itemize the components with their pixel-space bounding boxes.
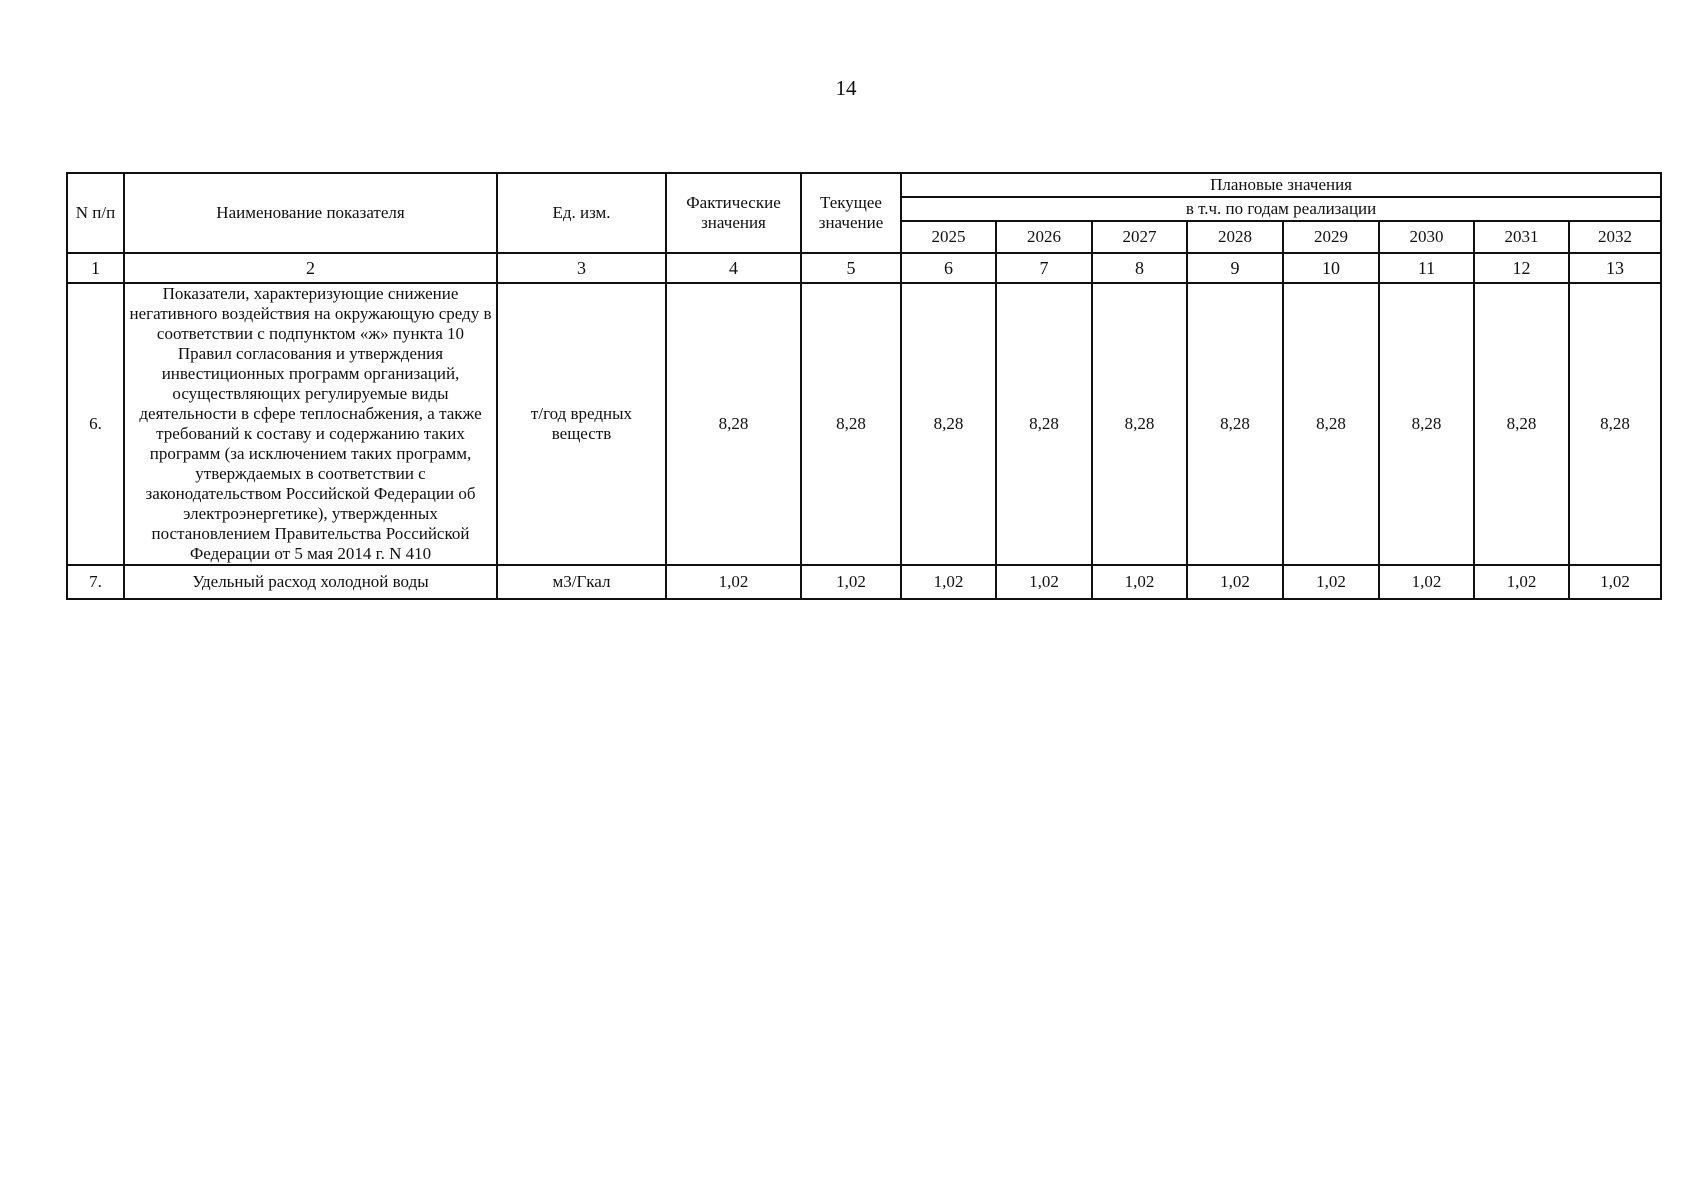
header-year: 2027: [1092, 221, 1187, 253]
row-year-value: 8,28: [1092, 283, 1187, 565]
page-number: 14: [835, 76, 857, 100]
header-actual: Фактические значения: [666, 173, 801, 253]
header-year: 2030: [1379, 221, 1474, 253]
header-plan: Плановые значения: [901, 173, 1661, 197]
row-year-value: 8,28: [996, 283, 1092, 565]
header-year: 2028: [1187, 221, 1283, 253]
header-year: 2026: [996, 221, 1092, 253]
column-number: 4: [666, 253, 801, 283]
column-number: 9: [1187, 253, 1283, 283]
row-num: 7.: [67, 565, 124, 599]
header-year: 2029: [1283, 221, 1379, 253]
row-current: 8,28: [801, 283, 901, 565]
table-row: [67, 283, 1661, 565]
row-year-value: 8,28: [1283, 283, 1379, 565]
row-year-value: 1,02: [1569, 565, 1661, 599]
column-number: 8: [1092, 253, 1187, 283]
header-num: N п/п: [67, 173, 124, 253]
column-number: 2: [124, 253, 497, 283]
header-unit: Ед. изм.: [497, 173, 666, 253]
header-plan-sub: в т.ч. по годам реализации: [901, 197, 1661, 221]
header-name: Наименование показателя: [124, 173, 497, 253]
row-name: Показатели, характеризующие снижение негативного воздействия на окружающую среду в соответствии с подпунктом «ж» пункта 10 Правил согласования и утверждения инвестиционных программ организаций, осуществляющих регулируемые виды деятельности в сфере теплоснабжения, а также требований к составу и содержанию таких программ (за исключением таких программ, утверждаемых в соответствии с законодательством Российской Федерации об электроэнергетике), утвержденных постановлением Правительства Российской Федерации от 5 мая 2014 г. N 410: [124, 283, 497, 565]
column-number: 11: [1379, 253, 1474, 283]
column-number: 12: [1474, 253, 1569, 283]
row-year-value: 8,28: [1474, 283, 1569, 565]
row-name: Удельный расход холодной воды: [124, 565, 497, 599]
table-row: [67, 565, 1661, 599]
row-unit: м3/Гкал: [497, 565, 666, 599]
row-year-value: 8,28: [1569, 283, 1661, 565]
column-number: 6: [901, 253, 996, 283]
row-year-value: 8,28: [1379, 283, 1474, 565]
row-year-value: 1,02: [1283, 565, 1379, 599]
column-number: 1: [67, 253, 124, 283]
row-num: 6.: [67, 283, 124, 565]
row-year-value: 1,02: [1187, 565, 1283, 599]
column-number-row: [67, 253, 1661, 283]
row-actual: 1,02: [666, 565, 801, 599]
header-year: 2032: [1569, 221, 1661, 253]
row-year-value: 1,02: [1092, 565, 1187, 599]
column-number: 7: [996, 253, 1092, 283]
column-number: 13: [1569, 253, 1661, 283]
row-actual: 8,28: [666, 283, 801, 565]
row-unit: т/год вредных веществ: [497, 283, 666, 565]
row-year-value: 8,28: [901, 283, 996, 565]
row-current: 1,02: [801, 565, 901, 599]
row-year-value: 1,02: [901, 565, 996, 599]
row-year-value: 1,02: [996, 565, 1092, 599]
header-current: Текущее значение: [801, 173, 901, 253]
header-year: 2031: [1474, 221, 1569, 253]
column-number: 3: [497, 253, 666, 283]
column-number: 10: [1283, 253, 1379, 283]
header-year: 2025: [901, 221, 996, 253]
column-number: 5: [801, 253, 901, 283]
indicators-table: [66, 172, 1662, 600]
row-year-value: 1,02: [1379, 565, 1474, 599]
row-year-value: 8,28: [1187, 283, 1283, 565]
row-year-value: 1,02: [1474, 565, 1569, 599]
